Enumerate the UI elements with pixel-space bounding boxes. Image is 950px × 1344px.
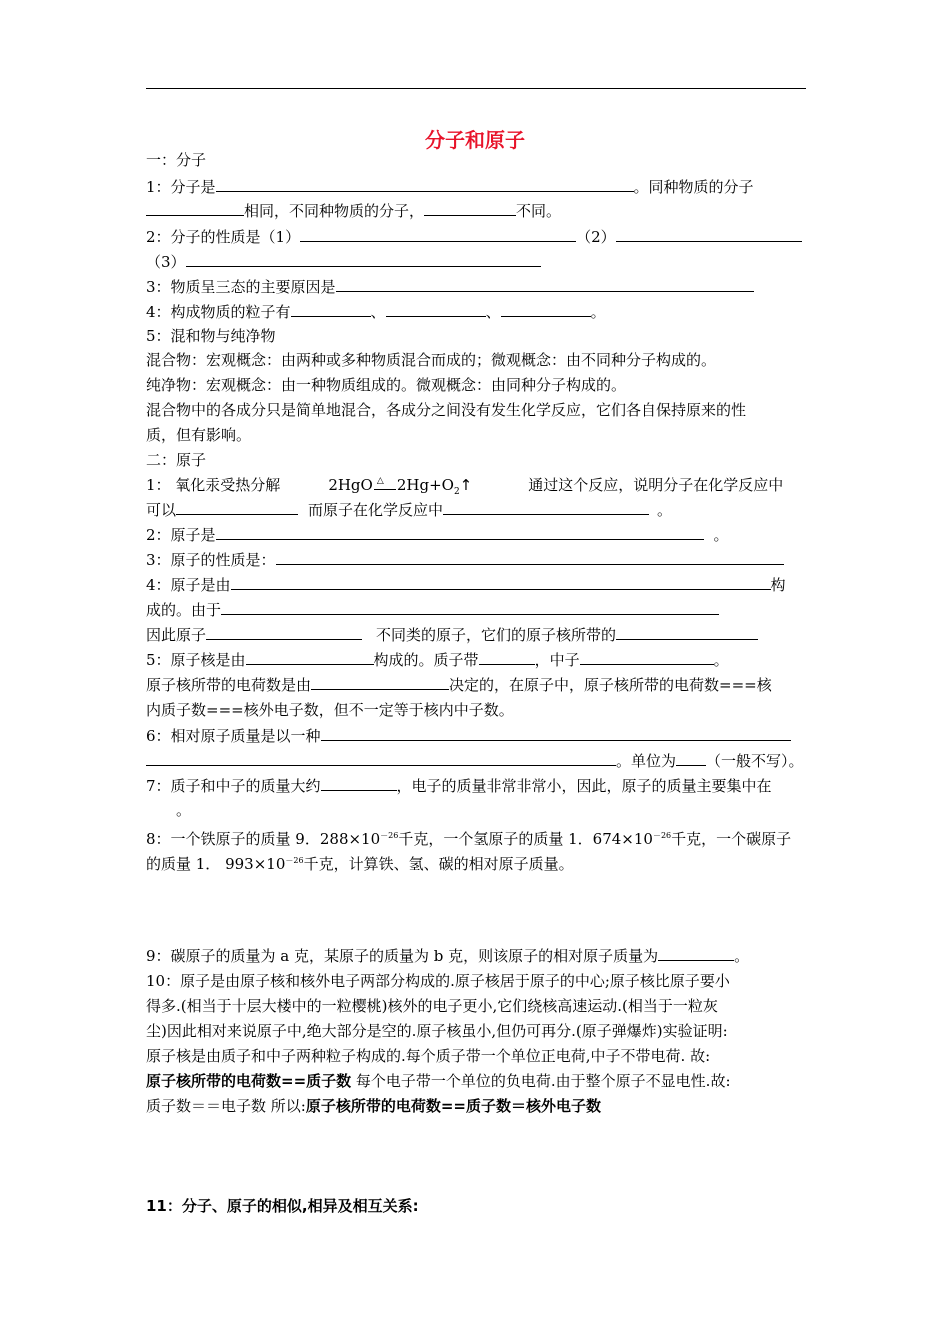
- blank[interactable]: [616, 227, 802, 242]
- question-2-10-line2: 得多.(相当于十层大楼中的一粒樱桃)核外的电子更小,它们绕核高速运动.(相当于一粒灰: [146, 997, 718, 1015]
- question-2-3: 3：原子的性质是：: [146, 550, 784, 570]
- question-2-1-cont: 可以 而原子在化学反应中 。: [146, 501, 673, 519]
- question-1-2-cont: （3）: [146, 252, 541, 272]
- blank[interactable]: [146, 201, 244, 216]
- question-2-7: 7：质子和中子的质量大约 ，电子的质量非常非常小，因此，原子的质量主要集中在: [146, 777, 772, 795]
- blank[interactable]: [276, 550, 784, 565]
- question-2-4: 4：原子是由 构: [146, 576, 786, 594]
- question-1-1-cont: 相同，不同种物质的分子， 不同。: [146, 201, 561, 221]
- blank[interactable]: [321, 776, 397, 791]
- blank[interactable]: [443, 500, 649, 515]
- blank[interactable]: [658, 946, 734, 961]
- blank[interactable]: [386, 302, 486, 317]
- question-2-8: 8：一个铁原子的质量 9．$288\times 10^{-26}$千克，一个氢原子的质量 1．$674\times 10^{-26}$千克，一个碳原子: [146, 830, 792, 848]
- blank[interactable]: [231, 575, 771, 590]
- question-2-10-line5: 原子核所带的电荷数==质子数 每个电子带一个单位的负电荷.由于整个原子不显电性.故:: [146, 1072, 731, 1090]
- question-2-10: 10：原子是由原子核和核外电子两部分构成的.原子核居于原子的中心;原子核比原子要小: [146, 972, 730, 990]
- header-rule: [146, 88, 806, 89]
- question-1-4: 4：构成物质的粒子有 、 、 。: [146, 303, 606, 321]
- question-2-4-cont: 成的。由于: [146, 600, 719, 620]
- question-2-10-line3: 尘)因此相对来说原子中,绝大部分是空的.原子核虽小,但仍可再分.(原子弹爆炸)实验证明:: [146, 1022, 728, 1040]
- blank[interactable]: [616, 625, 758, 640]
- blank[interactable]: [300, 227, 576, 242]
- blank[interactable]: [479, 650, 535, 665]
- blank[interactable]: [424, 201, 516, 216]
- mixture-definition: 混合物：宏观概念：由两种或多种物质混合而成的；微观概念：由不同种分子构成的。: [146, 351, 717, 369]
- question-2-4-cont2: 因此原子 不同类的原子，它们的原子核所带的: [146, 625, 758, 645]
- question-2-5-cont2: 内质子数===核外电子数，但不一定等于核内中子数。: [146, 701, 514, 719]
- question-2-10-line4: 原子核是由质子和中子两种粒子构成的.每个质子带一个单位正电荷,中子不带电荷. 故:: [146, 1047, 711, 1065]
- blank[interactable]: [216, 177, 634, 192]
- question-2-5: 5：原子核是由 构成的。质子带 ，中子 。: [146, 651, 729, 669]
- blank[interactable]: [246, 650, 374, 665]
- blank[interactable]: [580, 650, 714, 665]
- section-1-heading: 一：分子: [146, 151, 207, 169]
- blank[interactable]: [186, 252, 541, 267]
- question-2-9: 9：碳原子的质量为 a 克，某原子的质量为 b 克，则该原子的相对原子质量为 。: [146, 947, 750, 965]
- question-1-3: 3：物质呈三态的主要原因是: [146, 277, 754, 297]
- blank[interactable]: [676, 751, 706, 766]
- question-1-2: 2：分子的性质是（1） （2）: [146, 227, 802, 247]
- mixture-note-cont: 质，但有影响。: [146, 426, 252, 444]
- question-2-10-line6: 质子数＝＝电子数 所以:原子核所带的电荷数==质子数＝核外电子数: [146, 1097, 601, 1115]
- question-2-8-cont: 的质量 1． $993\times 10^{-26}$千克，计算铁、氢、碳的相对原子质量。: [146, 855, 574, 873]
- blank[interactable]: [146, 751, 616, 766]
- question-2-6-cont: 。单位为 （一般不写）。: [146, 751, 804, 771]
- question-1-5: 5：混和物与纯净物: [146, 327, 276, 345]
- question-2-5-cont: 原子核所带的电荷数是由 决定的，在原子中，原子核所带的电荷数===核: [146, 676, 772, 694]
- section-2-heading: 二：原子: [146, 451, 207, 469]
- question-2-2: 2：原子是 。: [146, 526, 729, 544]
- question-2-7-cont: 。: [176, 801, 192, 819]
- blank[interactable]: [336, 277, 754, 292]
- blank[interactable]: [221, 600, 719, 615]
- blank[interactable]: [321, 726, 791, 741]
- page-title: 分子和原子: [425, 128, 525, 152]
- blank[interactable]: [311, 675, 449, 690]
- blank[interactable]: [291, 302, 371, 317]
- blank[interactable]: [216, 525, 704, 540]
- chemical-equation: 2HgO △ $2Hg+O_2↑$: [328, 476, 473, 497]
- blank[interactable]: [501, 302, 591, 317]
- question-1-1: 1：分子是 。同种物质的分子: [146, 178, 754, 196]
- pure-definition: 纯净物：宏观概念：由一种物质组成的。微观概念：由同种分子构成的。: [146, 376, 627, 394]
- mixture-note: 混合物中的各成分只是简单地混合，各成分之间没有发生化学反应，它们各自保持原来的性: [146, 401, 747, 419]
- blank[interactable]: [206, 625, 362, 640]
- question-2-6: 6：相对原子质量是以一种: [146, 726, 791, 746]
- question-2-11: 11：分子、原子的相似,相异及相互关系:: [146, 1197, 419, 1215]
- question-2-1: 1： 氧化汞受热分解 2HgO △ $2Hg+O_2↑$ 通过这个反应，说明分子在化学反应中: [146, 476, 784, 497]
- blank[interactable]: [176, 500, 298, 515]
